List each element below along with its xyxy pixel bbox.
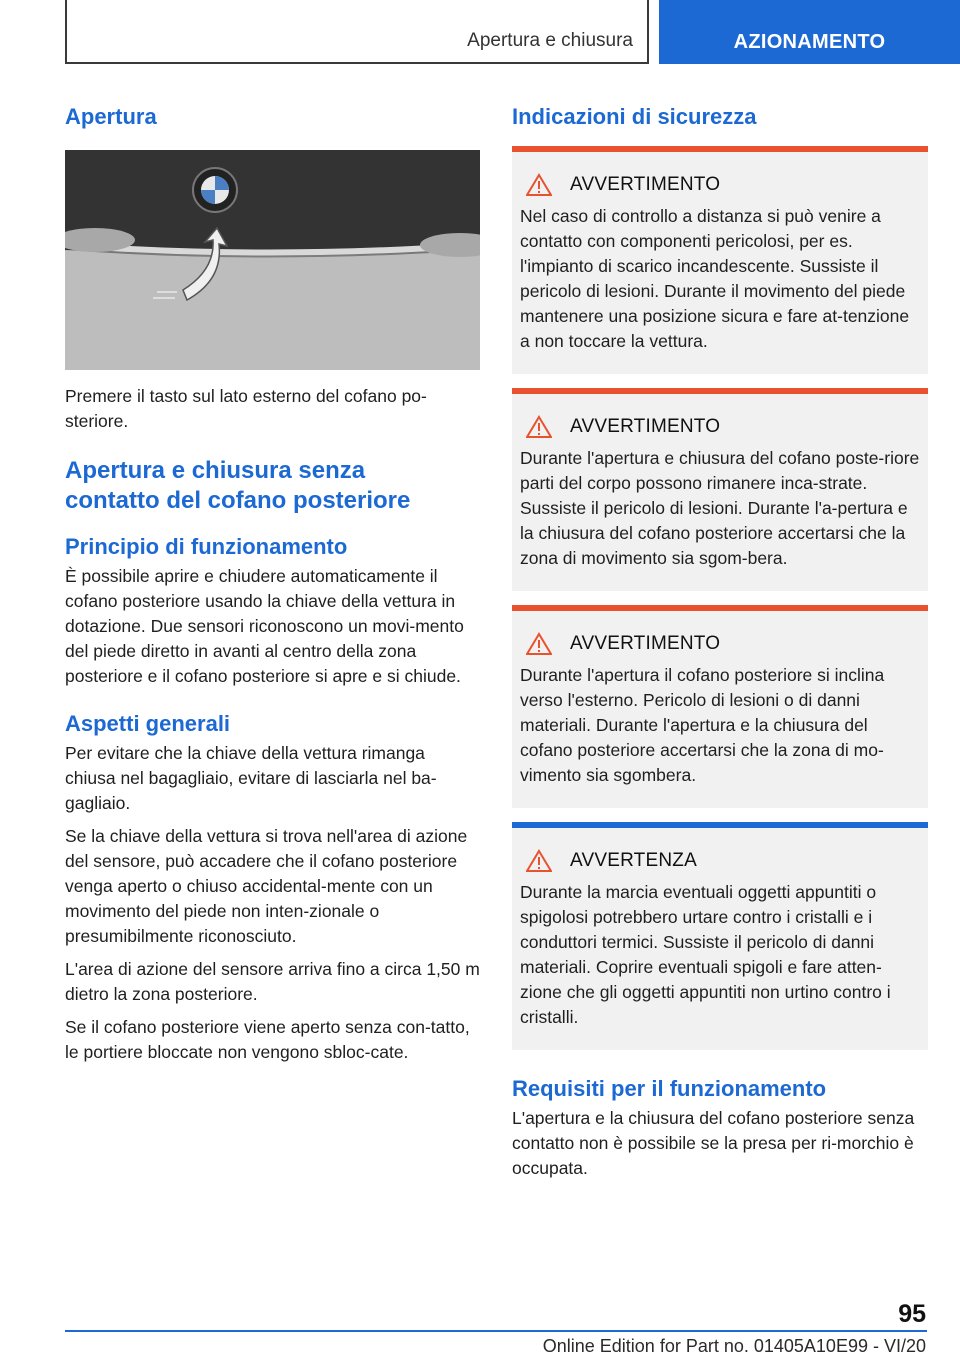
warning-triangle-icon (526, 415, 552, 439)
warning-label: AVVERTIMENTO (570, 174, 721, 195)
warning-text: Durante l'apertura e chiusura del cofano poste-riore parti del corpo possono rimanere inca-strate. Sussiste il pericolo di lesioni. Durante l'a-pertura e la chiusura del cofano posteriore accertarsi che la zona di movimento sia sgom-bera. (520, 448, 920, 568)
text-principio: È possibile aprire e chiudere automaticamente il cofano posteriore usando la chiave della vettura in dotazione. Due sensori riconoscono un movi-mento del piede diretto in avanti al centro della zona posteriore e il cofano posteriore si apre e si chiude. (65, 566, 464, 686)
warning-label: AVVERTIMENTO (570, 633, 721, 654)
notice-label: AVVERTENZA (570, 850, 697, 871)
text-aspetti-2: Se la chiave della vettura si trova nell'area di azione del sensore, può accadere che il cofano posteriore venga aperto o chiuso accidental-mente con un movimento del piede non inten-zionale o presumibilmente riconosciuto. (65, 826, 468, 946)
warning-text: Durante l'apertura il cofano posteriore si inclina verso l'esterno. Pericolo di lesioni o di danni materiali. Durante l'apertura e la chiusura del cofano posteriore accertarsi che la zona di mo-vimento sia sgombera. (520, 665, 885, 785)
warning-triangle-icon (526, 173, 552, 197)
header-chapter-tab[interactable] (659, 0, 960, 64)
notice-box (512, 822, 928, 1050)
photo-caption: Premere il tasto sul lato esterno del cofano po- steriore. (65, 386, 427, 431)
heading-contactless: Apertura e chiusura senza contatto del cofano posteriore (65, 457, 411, 514)
heading-principio: Principio di funzionamento (65, 534, 348, 559)
page-header (0, 0, 960, 66)
text-requisiti: L'apertura e la chiusura del cofano posteriore senza contatto non è possibile se la presa per ri-morchio è occupata. (512, 1108, 915, 1178)
warning-triangle-icon (526, 632, 552, 656)
footer-divider (65, 1330, 927, 1332)
warning-box-1 (512, 146, 928, 374)
text-aspetti-3: L'area di azione del sensore arriva fino a circa 1,50 m dietro la zona posteriore. (65, 959, 480, 1004)
warning-box-2 (512, 388, 928, 591)
heading-sicurezza: Indicazioni di sicurezza (512, 104, 757, 129)
tailgate-button-photo (65, 150, 480, 370)
warning-text: Nel caso di controllo a distanza si può venire a contatto con componenti pericolosi, per es. l'impianto di scarico incandescente. Sussiste il pericolo di lesioni. Durante il movimento del piede mantenere una posizione sicura e fare at-tenzione a non toccare la vettura. (520, 206, 910, 351)
left-column (65, 100, 480, 1065)
heading-apertura: Apertura (65, 104, 157, 129)
text-aspetti-4: Se il cofano posteriore viene aperto senza con-tatto, le portiere bloccate non vengono sbloc-cate. (65, 1017, 470, 1062)
warning-label: AVVERTIMENTO (570, 416, 721, 437)
header-section-box (65, 0, 649, 64)
text-aspetti-1: Per evitare che la chiave della vettura rimanga chiusa nel bagagliaio, evitare di lasciarla nel ba-gagliaio. (65, 743, 437, 813)
page-number: 95 (898, 1300, 926, 1328)
right-column (512, 100, 928, 1181)
tailgate-illustration (65, 150, 480, 370)
notice-triangle-icon (526, 849, 552, 873)
header-section-title: Apertura e chiusura (467, 30, 633, 51)
warning-box-3 (512, 605, 928, 808)
heading-aspetti: Aspetti generali (65, 711, 231, 736)
footer-edition: Online Edition for Part no. 01405A10E99 - VI/20 (542, 1336, 926, 1356)
heading-requisiti: Requisiti per il funzionamento (512, 1076, 827, 1101)
header-chapter-label: AZIONAMENTO (733, 31, 886, 53)
notice-text: Durante la marcia eventuali oggetti appuntiti o spigolosi potrebbero urtare contro i cristalli e i conduttori termici. Sussiste il pericolo di danni materiali. Coprire eventuali spigoli e fare atten-zione che gli oggetti appuntiti non urtino contro i cristalli. (520, 882, 891, 1027)
